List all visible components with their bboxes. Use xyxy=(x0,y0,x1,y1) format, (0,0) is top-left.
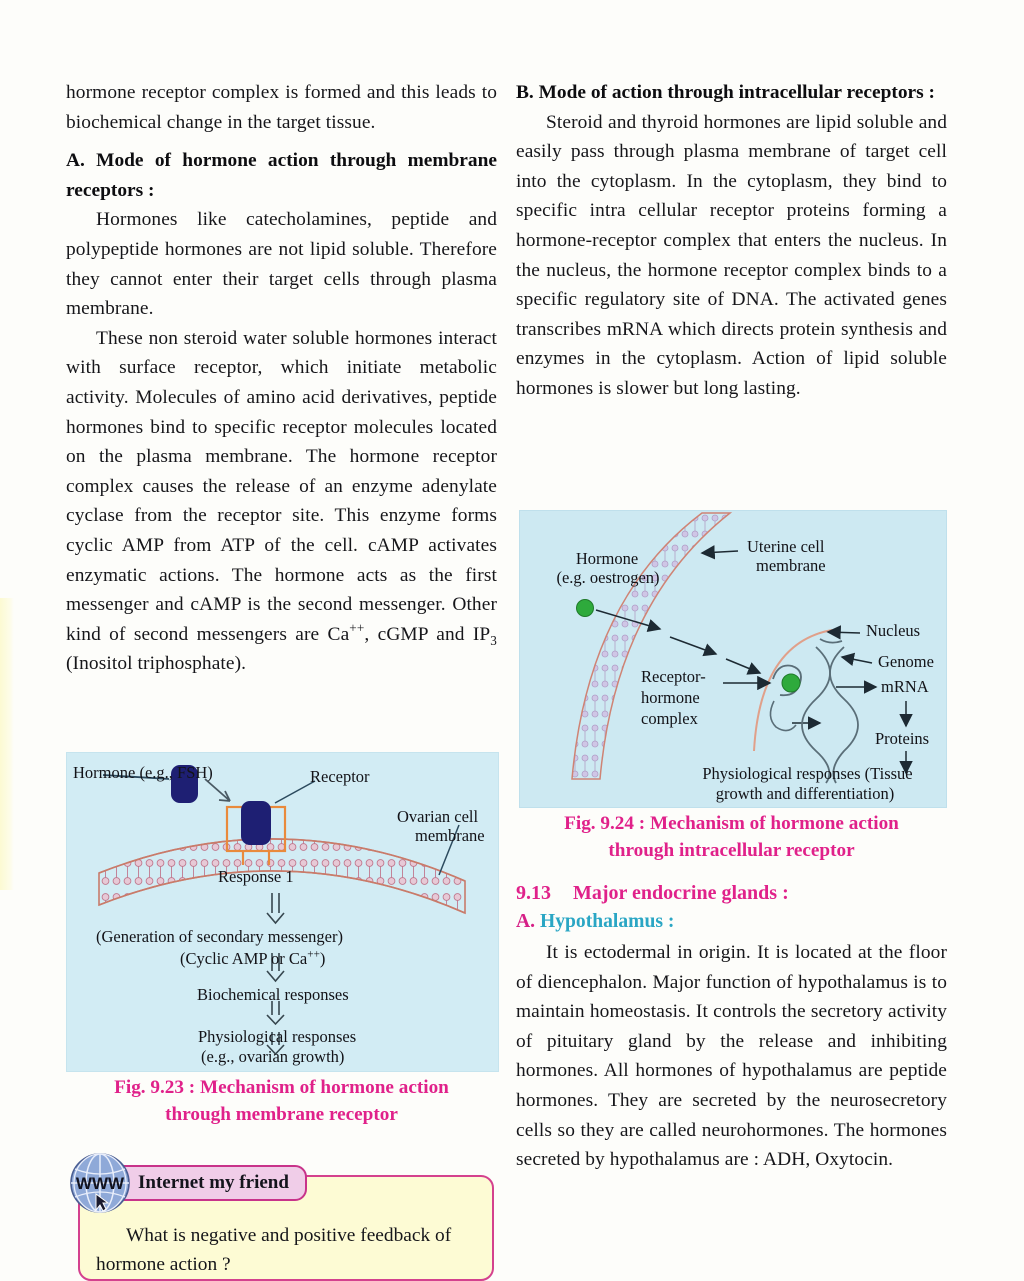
figure-9-24-caption-line2: through intracellular receptor xyxy=(608,840,855,861)
paragraph-continued: hormone receptor complex is formed and this leads to biochemical change in the target tissue. xyxy=(66,82,497,133)
figure-9-23-svg xyxy=(67,753,498,1071)
heading-a-membrane-receptors: A. Mode of hormone action through membrane receptors : xyxy=(66,150,497,201)
label-physiological-responses-924-line1: Physiological responses (Tissue xyxy=(702,764,913,783)
right-column xyxy=(516,78,947,404)
figure-9-23-caption-line1: Fig. 9.23 : Mechanism of hormone action xyxy=(114,1077,449,1098)
subsection-title: Hypothalamus : xyxy=(539,911,675,932)
label-nucleus: Nucleus xyxy=(866,621,921,640)
label-uterine-membrane-line1: Uterine cell xyxy=(747,537,825,556)
label-receptor-hormone-line1: Receptor- xyxy=(641,667,706,686)
label-response-1: Response 1 xyxy=(218,867,294,886)
figure-9-24-caption-line1: Fig. 9.24 : Mechanism of hormone action xyxy=(564,813,899,834)
label-receptor-hormone-line2: hormone xyxy=(641,688,700,707)
label-physiological-responses-line1: Physiological responses xyxy=(198,1027,357,1046)
left-column xyxy=(66,78,497,679)
paragraph-a1: Hormones like catecholamines, peptide and polypeptide hormones are not lipid soluble. Therefore they cannot enter their target cells through plasma membrane. xyxy=(66,209,497,320)
label-cyclic-amp-text: (Cyclic AMP or Ca xyxy=(180,949,308,968)
internet-question-text: What is negative and positive feedback of hormone action ? xyxy=(96,1225,452,1275)
section-number: 9.13 xyxy=(516,882,551,904)
figure-9-23-caption-line2: through membrane receptor xyxy=(165,1104,398,1125)
subsection-hypothalamus-heading xyxy=(516,908,947,936)
section-9-13-heading xyxy=(516,878,947,908)
heading-b-intracellular-receptors: B. Mode of action through intracellular receptors : xyxy=(516,82,936,103)
paragraph-a2-text: These non steroid water soluble hormones interact with surface receptor, which initiate metabolic activity. Molecules of amino acid derivatives, peptide hormones bind to specific receptor molecules located on the plasma membrane. The hormone receptor complex causes the release of an enzyme adenylate cyclase from the receptor site. This enzyme forms cyclic AMP from ATP of the cell. cAMP activates enzymatic actions. The hormone acts as the first messenger and cAMP is the second messenger. Other kind of second messengers are Ca xyxy=(66,327,497,645)
label-hormone-line2: (e.g. oestrogen) xyxy=(556,568,660,587)
label-secondary-messenger-line2 xyxy=(180,949,325,968)
section-title: Major endocrine glands : xyxy=(573,882,789,904)
figure-9-24-intracellular-receptor-diagram xyxy=(519,510,947,808)
label-ovarian-membrane-line2: membrane xyxy=(415,826,485,845)
paragraph-a2 xyxy=(66,324,497,679)
globe-www-icon xyxy=(69,1152,131,1214)
calcium-charge-superscript: ++ xyxy=(349,620,365,636)
label-uterine-membrane-line2: membrane xyxy=(756,556,826,575)
label-biochemical-responses: Biochemical responses xyxy=(197,985,349,1004)
label-genome: Genome xyxy=(878,652,934,671)
subsection-letter: A. xyxy=(516,911,536,932)
label-mrna: mRNA xyxy=(881,677,929,696)
label-hormone-fsh: Hormone (e.g., FSH) xyxy=(73,763,213,782)
label-hormone-line1: Hormone xyxy=(575,549,639,568)
ip3-subscript: 3 xyxy=(490,632,497,648)
internet-my-friend-label: Internet my friend xyxy=(138,1172,289,1193)
label-receptor: Receptor xyxy=(310,767,370,786)
paragraph-a2-mid: , cGMP and IP xyxy=(364,623,491,645)
label-physiological-responses-line2: (e.g., ovarian growth) xyxy=(201,1047,345,1066)
label-close-paren: ) xyxy=(319,949,326,968)
paragraph-a2-end: (Inositol triphosphate). xyxy=(66,653,247,675)
figure-9-23-membrane-receptor-diagram xyxy=(66,752,499,1072)
label-ca-charge: ++ xyxy=(307,948,320,961)
label-ovarian-membrane-line1: Ovarian cell xyxy=(397,807,479,826)
label-proteins: Proteins xyxy=(875,729,930,748)
label-physiological-responses-924-line2: growth and differentiation) xyxy=(715,784,895,803)
paragraph-hypothalamus: It is ectodermal in origin. It is located at the floor of diencephalon. Major function of hypothalamus is to maintain homeostasis. It controls the secretory activity of pituitary gland by the release and inhibiting hormones. All hormones of hypothalamus are peptide hormones. They are secreted by the neurosecretory cells so they are called neurohormones. The hormones secreted by hypothalamus are : ADH, Oxytocin. xyxy=(516,942,947,1171)
svg-text:WWW: WWW xyxy=(75,1174,125,1193)
scan-edge-band xyxy=(0,598,14,890)
label-receptor-hormone-line3: complex xyxy=(641,709,698,728)
label-secondary-messenger-line1: (Generation of secondary messenger) xyxy=(96,927,343,946)
paragraph-b1: Steroid and thyroid hormones are lipid soluble and easily pass through plasma membrane of target cell into the cytoplasm. In the cytoplasm, they bind to specific intra cellular receptor proteins forming a hormone-receptor complex that enters the nucleus. In the nucleus, the hormone receptor complex binds to a specific regulatory site of DNA. The activated genes transcribes mRNA which directs protein synthesis and enzymes in the cytoplasm. Action of lipid soluble hormones is slower but long lasting. xyxy=(516,111,947,399)
